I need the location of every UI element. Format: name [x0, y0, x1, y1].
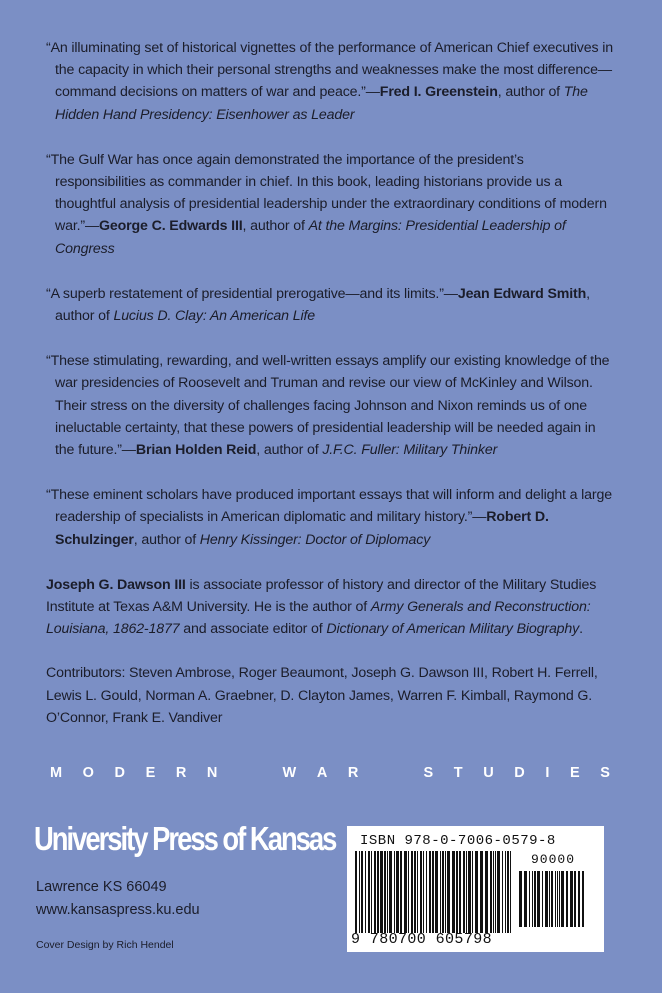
barcode-bar — [559, 871, 560, 927]
cover-design-credit: Cover Design by Rich Hendel — [36, 939, 174, 951]
barcode-bar — [507, 851, 509, 933]
barcode-bar — [495, 851, 496, 933]
quote-4: “These stimulating, rewarding, and well-written essays amplify our existing knowledge of the war presidencies of Roosevelt and Truman and revise our view of McKinley and Wilson. Their stress on the diversity of challenges facing Johnson and Nixon reminds us of one ineluctable certainty, that these powers of presidential leadership will be needed again in the future.”—Brian Holden Reid, author of J.F.C. Fuller: Military Thinker — [46, 353, 610, 459]
barcode-bar — [396, 851, 399, 933]
barcode-bar — [480, 851, 483, 933]
barcode-bar — [387, 851, 388, 933]
barcode-bar — [429, 851, 431, 933]
barcode-number: 9 780700 605798 — [351, 931, 493, 948]
barcode-bar — [472, 851, 473, 933]
barcode-bar — [493, 851, 494, 933]
barcode-bar — [426, 851, 427, 933]
barcode-bar — [468, 851, 471, 933]
barcode-bar — [420, 851, 422, 933]
barcode-bar — [578, 871, 580, 927]
barcode-bar — [447, 851, 450, 933]
barcode-bar — [408, 851, 409, 933]
barcode-bar — [534, 871, 536, 927]
barcode-bar — [549, 871, 550, 927]
barcode-bar — [365, 851, 366, 933]
barcode-bar — [485, 851, 488, 933]
barcode-bar — [561, 871, 564, 927]
ean-barcode-bars — [355, 851, 515, 933]
barcode-bar — [574, 871, 576, 927]
author-bio: Joseph G. Dawson III is associate professor of history and director of the Military Studies Institute at Texas A&M University. He is the author of Army Generals and Reconstruction: Louisiana, 1862-1877 and associate editor of Dictionary of American Military Biography. — [46, 576, 597, 638]
price-barcode-bars — [519, 871, 589, 941]
barcode-bar — [452, 851, 455, 933]
quote-book: Lucius D. Clay: An American Life — [113, 308, 315, 325]
barcode-bar — [466, 851, 467, 933]
barcode-bar — [505, 851, 506, 933]
quote-author: George C. Edwards III — [99, 218, 243, 235]
quote-author: Brian Holden Reid — [135, 442, 257, 459]
quote-book: At the Margins: Presidential Leadership of Congress — [55, 218, 566, 257]
barcode-bar — [371, 851, 372, 933]
barcode-bar — [542, 871, 543, 927]
publisher-url: www.kansaspress.ku.edu — [36, 901, 200, 918]
quotes-section — [46, 37, 616, 729]
barcode-bar — [355, 851, 357, 933]
editor-name: Joseph G. Dawson III — [46, 576, 186, 593]
barcode-bar — [442, 851, 444, 933]
publisher-address — [36, 876, 200, 921]
barcode-bar — [519, 871, 522, 927]
quote-book: J.F.C. Fuller: Military Thinker — [322, 442, 498, 459]
barcode-bar — [490, 851, 492, 933]
barcode-bar — [551, 871, 553, 927]
barcode-bar — [557, 871, 558, 927]
barcode-bar — [394, 851, 395, 933]
barcode-bar — [404, 851, 407, 933]
barcode-bar — [475, 851, 478, 933]
barcode-bar — [524, 871, 527, 927]
barcode-bar — [445, 851, 446, 933]
quote-book: Henry Kissinger: Doctor of Diplomacy — [199, 531, 431, 548]
barcode-bar — [566, 871, 568, 927]
barcode-bar — [532, 871, 533, 927]
quote-1: “An illuminating set of historical vignettes of the performance of American Chief executives in the capacity in which their personal strengths and weaknesses make the most difference—command decisions on matters of war and peace.”—Fred I. Greenstein, author of The Hidden Hand Presidency: Eisenhower as Leader — [46, 40, 613, 123]
quote-3: “A superb restatement of presidential prerogative—and its limits.”—Jean Edward Smith, author of Lucius D. Clay: An American Life — [46, 285, 590, 325]
barcode-bar — [377, 851, 379, 933]
barcode-bar — [359, 851, 360, 933]
barcode-bar — [570, 871, 573, 927]
quote-author: Robert D. Schulzinger — [55, 509, 549, 548]
barcode-bar — [456, 851, 458, 933]
publisher-logo: University Press of Kansas — [34, 820, 336, 857]
barcode-bar — [510, 851, 511, 933]
isbn-text: ISBN 978-0-7006-0579-8 — [360, 833, 556, 849]
barcode-bar — [529, 871, 530, 927]
barcode-bar — [463, 851, 465, 933]
barcode-bar — [389, 851, 392, 933]
barcode-bar — [502, 851, 503, 933]
price-code: 90000 — [531, 852, 576, 867]
barcode-bar — [414, 851, 416, 933]
barcode-bar — [380, 851, 383, 933]
quote-author: Jean Edward Smith — [457, 285, 587, 302]
barcode-bar — [582, 871, 584, 927]
barcode-bar — [459, 851, 461, 933]
contributors-list: Contributors: Steven Ambrose, Roger Beaumont, Joseph G. Dawson III, Robert H. Ferrell, Lewis L. Gould, Norman A. Graebner, D. Clayton James, Warren F. Kimball, Raymond G. O’Connor, Frank E. Vandiver — [46, 665, 598, 726]
barcode-bar — [545, 871, 548, 927]
barcode-bar — [411, 851, 413, 933]
quote-5: “These eminent scholars have produced important essays that will inform and delight a large readership of specialists in American diplomatic and military history.”—Robert D. Schulzinger, author of Henry Kissinger: Doctor of Diplomacy — [46, 487, 612, 548]
quote-author: Fred I. Greenstein — [379, 84, 498, 101]
series-title: M O D E R N W A R S T U D I E S — [50, 765, 610, 781]
quote-2: “The Gulf War has once again demonstrated the importance of the president’s responsibilities as commander in chief. In this book, leading historians provide us a thoughtful analysis of presidential leadership under the extraordinary conditions of modern war.”—George C. Edwards III, author of At the Margins: Presidential Leadership of Congress — [46, 151, 607, 257]
barcode-bar — [417, 851, 418, 933]
quote-book: The Hidden Hand Presidency: Eisenhower as Leader — [55, 84, 588, 123]
barcode-bar — [374, 851, 376, 933]
barcode-bar — [555, 871, 556, 927]
barcode-bar — [497, 851, 500, 933]
barcode-bar — [361, 851, 363, 933]
barcode-bar — [423, 851, 424, 933]
barcode-bar — [432, 851, 434, 933]
barcode-bar — [537, 871, 540, 927]
barcode-bar — [440, 851, 441, 933]
barcode — [347, 826, 604, 952]
barcode-bar — [384, 851, 386, 933]
barcode-bar — [368, 851, 370, 933]
publisher-city: Lawrence KS 66049 — [36, 879, 167, 895]
barcode-bar — [435, 851, 438, 933]
barcode-bar — [400, 851, 402, 933]
